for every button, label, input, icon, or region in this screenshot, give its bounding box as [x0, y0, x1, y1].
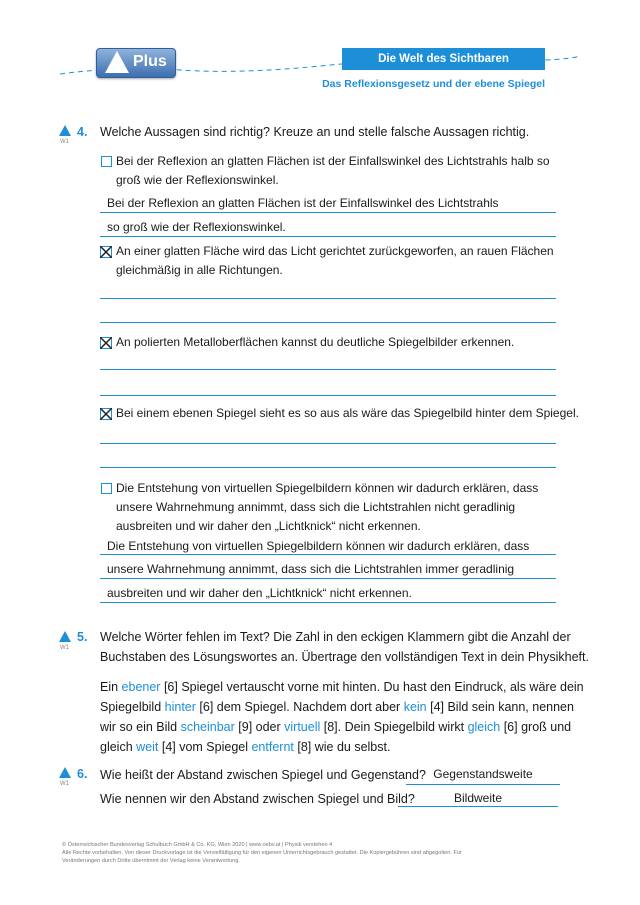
plus-logo — [96, 48, 176, 78]
task-number: 6. — [77, 767, 88, 781]
answer-line[interactable] — [100, 369, 556, 370]
statement-line: ausbreiten und wir daher den „Lichtknick“ nicht erkennen. — [116, 519, 421, 533]
logo-text: Plus — [133, 53, 167, 70]
cloze-text: [6] Spiegel vertauscht vorne mit hinten. Du hast den Eindruck, als wäre dein — [160, 680, 584, 694]
level-triangle-icon — [59, 767, 71, 778]
statement-line: Die Entstehung von virtuellen Spiegelbildern können wir dadurch erklären, dass — [116, 481, 539, 495]
cross-icon — [100, 337, 112, 349]
answer-text: so groß wie der Reflexionswinkel. — [107, 220, 286, 234]
cloze-text: [9] oder — [234, 720, 285, 734]
statement-line: unsere Wahrnehmung annimmt, dass sich die Lichtstrahlen nicht geradlinig — [116, 500, 516, 514]
answer-line[interactable] — [406, 784, 560, 785]
checkbox-checked[interactable] — [100, 408, 111, 419]
level-label: W1 — [60, 781, 69, 787]
section-subtitle: Das Reflexionsgesetz und der ebene Spiegel — [322, 78, 545, 90]
statement-line: Bei einem ebenen Spiegel sieht es so aus als wäre das Spiegelbild hinter dem Spiegel. — [116, 406, 579, 420]
cloze-text: [4] Bild sein kann, nennen — [426, 700, 574, 714]
cloze-text: wir so ein Bild — [100, 720, 181, 734]
answer-line[interactable] — [100, 578, 556, 579]
answer-line[interactable] — [100, 236, 556, 237]
answer-line[interactable] — [100, 298, 556, 299]
answer-text: Die Entstehung von virtuellen Spiegelbildern können wir dadurch erklären, dass — [107, 539, 530, 553]
checkbox-checked[interactable] — [100, 246, 111, 257]
footer — [62, 841, 582, 865]
task-number: 5. — [77, 630, 88, 644]
task-prompt: Buchstaben des Lösungswortes an. Übertrage den vollständigen Text in dein Physikheft. — [100, 650, 589, 664]
answer-line[interactable] — [100, 602, 556, 603]
answer-line[interactable] — [100, 212, 556, 213]
chapter-title: Die Welt des Sichtbaren — [342, 48, 545, 70]
filled-word: virtuell — [284, 720, 321, 734]
cloze-line — [100, 717, 571, 737]
statement-line: An polierten Metalloberflächen kannst du deutliche Spiegelbilder erkennen. — [116, 335, 515, 349]
question: Wie nennen wir den Abstand zwischen Spiegel und Bild? — [100, 792, 415, 806]
filled-word: weit — [136, 740, 159, 754]
answer-line[interactable] — [398, 806, 558, 807]
task-number: 4. — [77, 125, 88, 139]
triangle-icon — [105, 51, 129, 73]
filled-word: kein — [403, 700, 427, 714]
cloze-text: Ein — [100, 680, 122, 694]
cloze-text: [6] groß und — [500, 720, 572, 734]
cross-icon — [100, 246, 112, 258]
answer-text: Bei der Reflexion an glatten Flächen ist der Einfallswinkel des Lichtstrahls — [107, 196, 499, 210]
cloze-text: Spiegelbild — [100, 700, 165, 714]
cloze-text: [4] vom Spiegel — [158, 740, 252, 754]
footer-line: © Österreichischer Bundesverlag Schulbuch GmbH & Co. KG, Wien 2020 | www.oebv.at | Physik verstehen 4 — [62, 842, 333, 848]
filled-word: hinter — [164, 700, 196, 714]
answer-text: unsere Wahrnehmung annimmt, dass sich die Lichtstrahlen immer geradlinig — [107, 562, 515, 576]
cloze-text: [8]. Dein Spiegelbild wirkt — [320, 720, 468, 734]
cloze-text: gleich — [100, 740, 137, 754]
statement-line: groß wie der Reflexionswinkel. — [116, 173, 279, 187]
statement-line: Bei der Reflexion an glatten Flächen ist der Einfallswinkel des Lichtstrahls halb so — [116, 154, 550, 168]
answer-text: Gegenstandsweite — [433, 767, 533, 781]
statement-line: An einer glatten Fläche wird das Licht gerichtet zurückgeworfen, an rauen Flächen — [116, 244, 554, 258]
task-prompt: Welche Aussagen sind richtig? Kreuze an und stelle falsche Aussagen richtig. — [100, 125, 530, 139]
answer-line[interactable] — [100, 467, 556, 468]
level-triangle-icon — [59, 125, 71, 136]
level-label: W1 — [60, 645, 69, 651]
statement-line: gleichmäßig in alle Richtungen. — [116, 263, 283, 277]
cloze-line — [100, 697, 574, 717]
filled-word: gleich — [467, 720, 501, 734]
checkbox-checked[interactable] — [100, 337, 111, 348]
checkbox-unchecked[interactable] — [101, 156, 112, 167]
answer-line[interactable] — [100, 443, 556, 444]
answer-text: Bildweite — [453, 791, 503, 805]
footer-line: Veränderungen durch Dritte übernimmt der Verlag keine Verantwortung. — [62, 858, 240, 864]
footer-line: Alle Rechte vorbehalten. Von dieser Druckvorlage ist die Vervielfältigung für den eigenen Unterrichtsgebrauch gestattet. Die Kopiergebühren sind abgegolten. Für — [62, 850, 462, 856]
checkbox-unchecked[interactable] — [101, 483, 112, 494]
answer-text: ausbreiten und wir daher den „Lichtknick“ nicht erkennen. — [107, 586, 412, 600]
task-prompt: Welche Wörter fehlen im Text? Die Zahl in den eckigen Klammern gibt die Anzahl der — [100, 630, 571, 644]
question: Wie heißt der Abstand zwischen Spiegel und Gegenstand? — [100, 768, 426, 782]
cloze-text: [6] dem Spiegel. Nachdem dort aber — [195, 700, 404, 714]
filled-word: entfernt — [251, 740, 294, 754]
cross-icon — [100, 408, 112, 420]
cloze-text: [8] wie du selbst. — [293, 740, 391, 754]
cloze-line — [100, 677, 584, 697]
filled-word: scheinbar — [180, 720, 235, 734]
answer-line[interactable] — [100, 554, 556, 555]
answer-line[interactable] — [100, 322, 556, 323]
cloze-line — [100, 737, 390, 757]
answer-line[interactable] — [100, 395, 556, 396]
level-label: W1 — [60, 139, 69, 145]
level-triangle-icon — [59, 631, 71, 642]
filled-word: ebener — [121, 680, 161, 694]
